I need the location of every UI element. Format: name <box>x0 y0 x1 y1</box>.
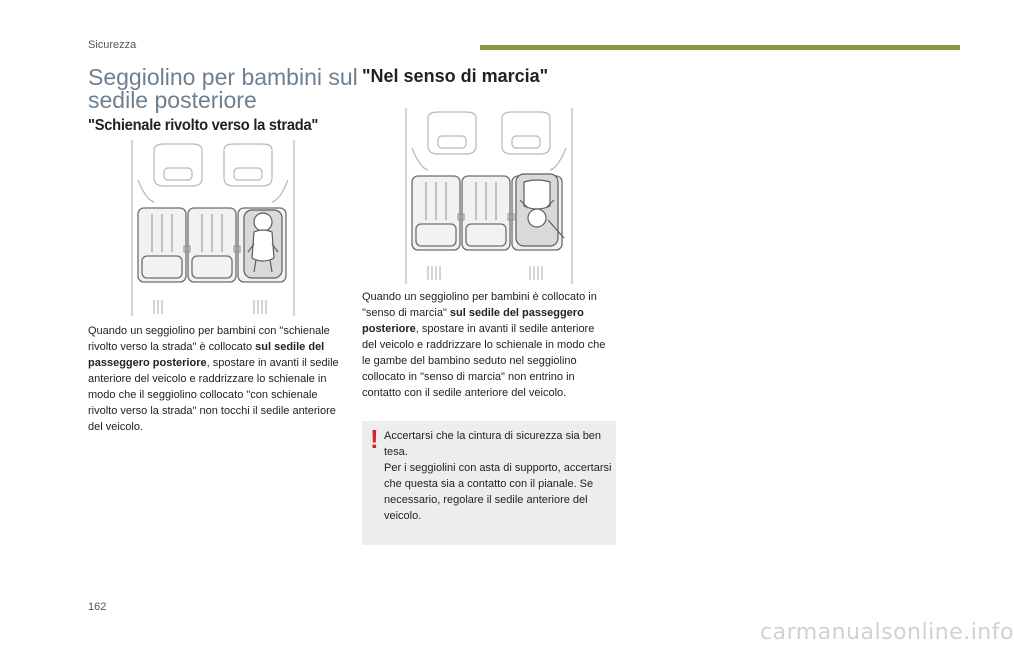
page-number: 162 <box>88 601 107 613</box>
header-rule <box>480 45 960 50</box>
rear-facing-paragraph <box>88 323 346 435</box>
warning-notice <box>362 421 616 545</box>
rear-facing-text-bold: sul sedile del passeggero posteriore <box>88 341 325 369</box>
warning-text <box>384 428 612 524</box>
title-forward-facing: "Nel senso di marcia" <box>362 66 549 86</box>
rear-facing-text-end: , spostare in avanti il sedile anteriore del veicolo e raddrizzare lo schienale in modo che il seggiolino collocato "con schienale rivolto verso la strada" non tocchi il sedile anteriore del veicolo. <box>88 357 339 433</box>
forward-facing-text-bold: sul sedile del passeggero posteriore <box>362 307 584 335</box>
forward-facing-text-end: , spostare in avanti il sedile anteriore del veicolo e raddrizzare lo schienale in modo che le gambe del bambino seduto nel seggiolino collocato in "senso di marcia" non entrino in contatto con il sedile anteriore del veicolo. <box>362 323 606 399</box>
rear-facing-seat-illustration <box>124 140 302 316</box>
forward-facing-seat-illustration <box>398 108 580 284</box>
subtitle-rear-facing: "Schienale rivolto verso la strada" <box>88 117 319 134</box>
page-title: Seggiolino per bambini sul sedile posteriore <box>88 64 358 113</box>
warning-line-support-leg: Per i seggiolini con asta di supporto, accertarsi che questa sia a contatto con il pianale. Se necessario, regolare il sedile anteriore del veicolo. <box>384 462 612 522</box>
warning-line-belt: Accertarsi che la cintura di sicurezza sia ben tesa. <box>384 430 602 458</box>
forward-facing-text-start: Quando un seggiolino per bambini è collocato in "senso di marcia" <box>362 291 597 319</box>
forward-facing-paragraph <box>362 289 612 401</box>
exclamation-icon: ! <box>370 424 379 454</box>
rear-facing-text-start: Quando un seggiolino per bambini con "schienale rivolto verso la strada" è collocato <box>88 325 330 353</box>
section-label: Sicurezza <box>88 39 137 51</box>
watermark: carmanualsonline.info <box>760 620 1014 645</box>
